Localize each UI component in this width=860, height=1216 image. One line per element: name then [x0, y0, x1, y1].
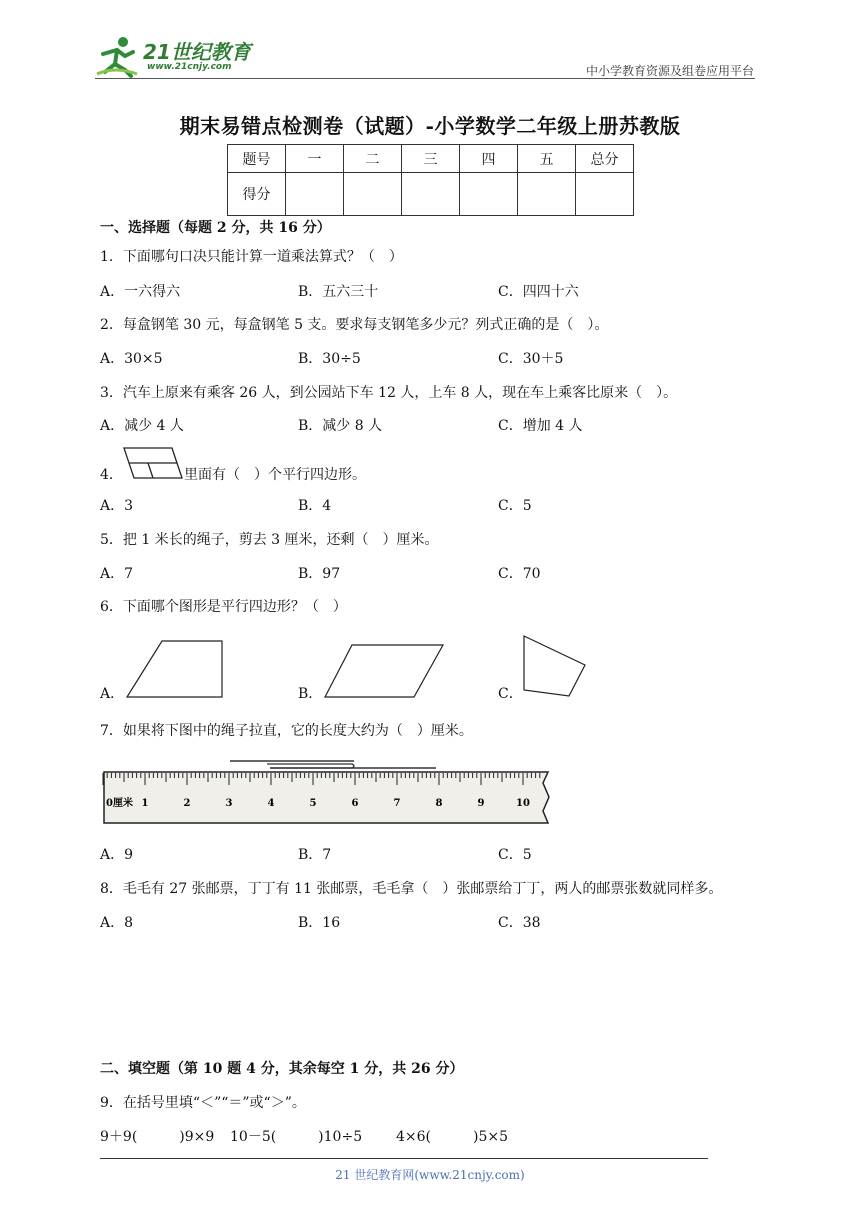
q6-option-a[interactable]: A． [100, 686, 125, 702]
logo-main-text: 21世纪教育 [143, 40, 251, 64]
q3-option-b[interactable]: B．减少 8 人 [298, 418, 383, 434]
score-header-cell: 总分 [576, 145, 634, 173]
q3-option-a[interactable]: A．减少 4 人 [100, 418, 184, 434]
question-2: 2．每盒钢笔 30 元，每盒钢笔 5 支。要求每支钢笔多少元？列式正确的是（ ）。 [100, 317, 609, 333]
ruler-label-9: 9 [477, 798, 485, 809]
score-cell[interactable] [576, 173, 634, 216]
score-header-cell: 三 [402, 145, 460, 173]
question-9: 9．在括号里填“＜”“＝”或“＞”。 [100, 1095, 306, 1111]
q4-parallelogram-figure [120, 446, 184, 482]
q7-option-c[interactable]: C．5 [498, 847, 532, 863]
footer-link[interactable]: 21 世纪教育网(www.21cnjy.com) [335, 1168, 525, 1182]
score-header-cell: 二 [344, 145, 402, 173]
score-row-label: 得分 [228, 173, 286, 216]
section1-heading: 一、选择题（每题 2 分，共 16 分） [100, 220, 331, 236]
header-rule [95, 78, 755, 79]
q2-option-c[interactable]: C．30＋5 [498, 351, 564, 367]
header-logo [95, 34, 265, 78]
ruler-label-1: 1 [141, 798, 149, 809]
ruler-unit-label: 0厘米 [106, 798, 133, 809]
score-header-cell: 一 [286, 145, 344, 173]
score-cell[interactable] [286, 173, 344, 216]
score-header-cell: 五 [518, 145, 576, 173]
question-4: 里面有（ ）个平行四边形。 [184, 467, 366, 483]
ruler-label-6: 6 [351, 798, 359, 809]
q7-option-a[interactable]: A．9 [100, 847, 134, 863]
q6-shape-b-parallelogram [322, 642, 446, 700]
q2-option-b[interactable]: B．30÷5 [298, 351, 361, 367]
question-4-number: 4． [100, 467, 123, 483]
score-table [227, 144, 634, 216]
q8-option-c[interactable]: C．38 [498, 915, 541, 931]
q6-option-c[interactable]: C． [498, 686, 523, 702]
ruler-label-3: 3 [225, 798, 233, 809]
footer-rule [100, 1158, 708, 1159]
question-6: 6．下面哪个图形是平行四边形？（ ） [100, 599, 347, 615]
q1-option-b[interactable]: B．五六三十 [298, 284, 379, 300]
score-cell[interactable] [402, 173, 460, 216]
score-cell[interactable] [518, 173, 576, 216]
ruler-label-7: 7 [393, 798, 401, 809]
score-header-cell: 题号 [228, 145, 286, 173]
q8-option-b[interactable]: B．16 [298, 915, 341, 931]
q9-item-3[interactable]: 4×6( )5×5 [396, 1129, 509, 1145]
score-header-cell: 四 [460, 145, 518, 173]
question-3: 3．汽车上原来有乘客 26 人，到公园站下车 12 人，上车 8 人，现在车上乘客比原来（ ）。 [100, 385, 678, 401]
q5-option-b[interactable]: B．97 [298, 566, 341, 582]
logo-sub-text: www.21cnjy.com [147, 62, 232, 72]
question-8: 8．毛毛有 27 张邮票，丁丁有 11 张邮票，毛毛拿（ ）张邮票给丁丁，两人的邮票张数就同样多。 [100, 881, 723, 897]
platform-name: 中小学教育资源及组卷应用平台 [585, 64, 754, 78]
q2-option-a[interactable]: A．30×5 [100, 351, 163, 367]
page-title: 期末易错点检测卷（试题）-小学数学二年级上册苏教版 [179, 114, 681, 138]
ruler-label-8: 8 [435, 798, 443, 809]
q4-option-b[interactable]: B．4 [298, 498, 332, 514]
ruler-label-4: 4 [267, 798, 275, 809]
q9-item-1[interactable]: 9＋9( )9×9 [100, 1129, 215, 1145]
ruler-label-5: 5 [309, 798, 317, 809]
ruler-label-10: 10 [516, 798, 530, 809]
q7-option-b[interactable]: B．7 [298, 847, 332, 863]
q5-option-a[interactable]: A．7 [100, 566, 134, 582]
q4-option-a[interactable]: A．3 [100, 498, 134, 514]
question-1: 1．下面哪句口决只能计算一道乘法算式？（ ） [100, 249, 403, 265]
question-7: 7．如果将下图中的绳子拉直，它的长度大约为（ ）厘米。 [100, 723, 473, 739]
score-cell[interactable] [460, 173, 518, 216]
q6-shape-c-quadrilateral [521, 634, 587, 698]
q1-option-c[interactable]: C．四四十六 [498, 284, 579, 300]
q7-ruler-figure [102, 755, 562, 827]
q5-option-c[interactable]: C．70 [498, 566, 541, 582]
score-cell[interactable] [344, 173, 402, 216]
q3-option-c[interactable]: C．增加 4 人 [498, 418, 583, 434]
q6-option-b[interactable]: B． [298, 686, 323, 702]
q1-option-a[interactable]: A．一六得六 [100, 284, 181, 300]
q6-shape-a-trapezoid [124, 638, 224, 700]
q9-item-2[interactable]: 10－5( )10÷5 [230, 1129, 363, 1145]
question-5: 5．把 1 米长的绳子，剪去 3 厘米，还剩（ ）厘米。 [100, 532, 439, 548]
ruler-label-2: 2 [183, 798, 191, 809]
section2-heading: 二、填空题（第 10 题 4 分，其余每空 1 分，共 26 分） [100, 1061, 464, 1077]
runner-logo-icon [95, 34, 139, 78]
q8-option-a[interactable]: A．8 [100, 915, 134, 931]
q4-option-c[interactable]: C．5 [498, 498, 532, 514]
